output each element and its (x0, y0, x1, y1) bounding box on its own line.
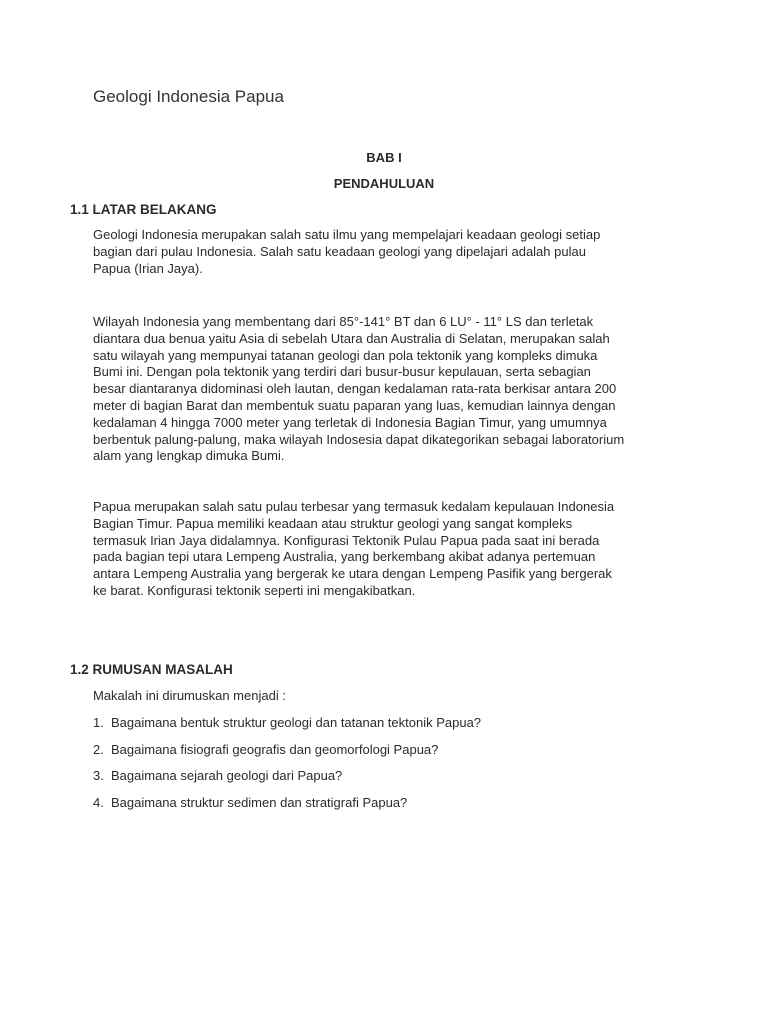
chapter-number: BAB I (366, 150, 402, 165)
list-item (93, 768, 481, 795)
section-heading-latar-belakang: 1.1 LATAR BELAKANG (70, 202, 217, 217)
list-item-number: 1. (93, 715, 104, 730)
section-heading-rumusan-masalah: 1.2 RUMUSAN MASALAH (70, 662, 233, 677)
paragraph-wilayah: Wilayah Indonesia yang membentang dari 85°-141° BT dan 6 LU° - 11° LS dan terletak diantara dua benua yaitu Asia di sebelah Utara dan Australia di Selatan, merupakan salah satu wilayah yang mempunyai tatanan geologi dan pola tektonik yang kompleks dimuka Bumi ini. Dengan pola tektonik yang terdiri dari busur-busur kepulauan, serta sebagian besar diantaranya didominasi oleh lautan, dengan kedalaman rata-rata berkisar antara 200 meter di bagian Barat dan membentuk suatu paparan yang luas, kemudian lainnya dengan kedalaman 4 hingga 7000 meter yang terletak di Indonesia Bagian Timur, yang umumnya berbentuk palung-palung, maka wilayah Indosesia dapat dikategorikan sebagai laboratorium alam yang lengkap dimuka Bumi. (93, 314, 625, 464)
chapter-title: PENDAHULUAN (333, 176, 435, 191)
list-item (93, 715, 481, 742)
paragraph-intro: Geologi Indonesia merupakan salah satu ilmu yang mempelajari keadaan geologi setiap bagian dari pulau Indonesia. Salah satu keadaan geologi yang dipelajari adalah pulau Papua (Irian Jaya). (93, 227, 601, 276)
document-title: Geologi Indonesia Papua (93, 87, 284, 106)
list-item-number: 3. (93, 768, 104, 783)
list-item (93, 742, 481, 769)
list-intro: Makalah ini dirumuskan menjadi : (93, 688, 286, 703)
paragraph-papua: Papua merupakan salah satu pulau terbesar yang termasuk kedalam kepulauan Indonesia Bagian Timur. Papua memiliki keadaan atau struktur geologi yang sangat kompleks termasuk Irian Jaya didalamnya. Konfigurasi Tektonik Pulau Papua pada saat ini berada pada bagian tepi utara Lempeng Australia, yang berkembang akibat adanya pertemuan antara Lempeng Australia yang bergerak ke utara dengan Lempeng Pasifik yang bergerak ke barat. Konfigurasi tektonik seperti ini mengakibatkan. (93, 499, 615, 598)
list-item-text: Bagaimana struktur sedimen dan stratigrafi Papua? (111, 794, 408, 810)
list-item-number: 4. (93, 794, 104, 810)
list-item-text: Bagaimana bentuk struktur geologi dan tatanan tektonik Papua? (111, 715, 482, 730)
list-item-text: Bagaimana fisiografi geografis dan geomorfologi Papua? (111, 741, 439, 757)
list-item-number: 2. (93, 741, 104, 757)
list-item-text: Bagaimana sejarah geologi dari Papua? (111, 768, 343, 783)
list-item (93, 795, 481, 822)
question-list (93, 715, 481, 821)
